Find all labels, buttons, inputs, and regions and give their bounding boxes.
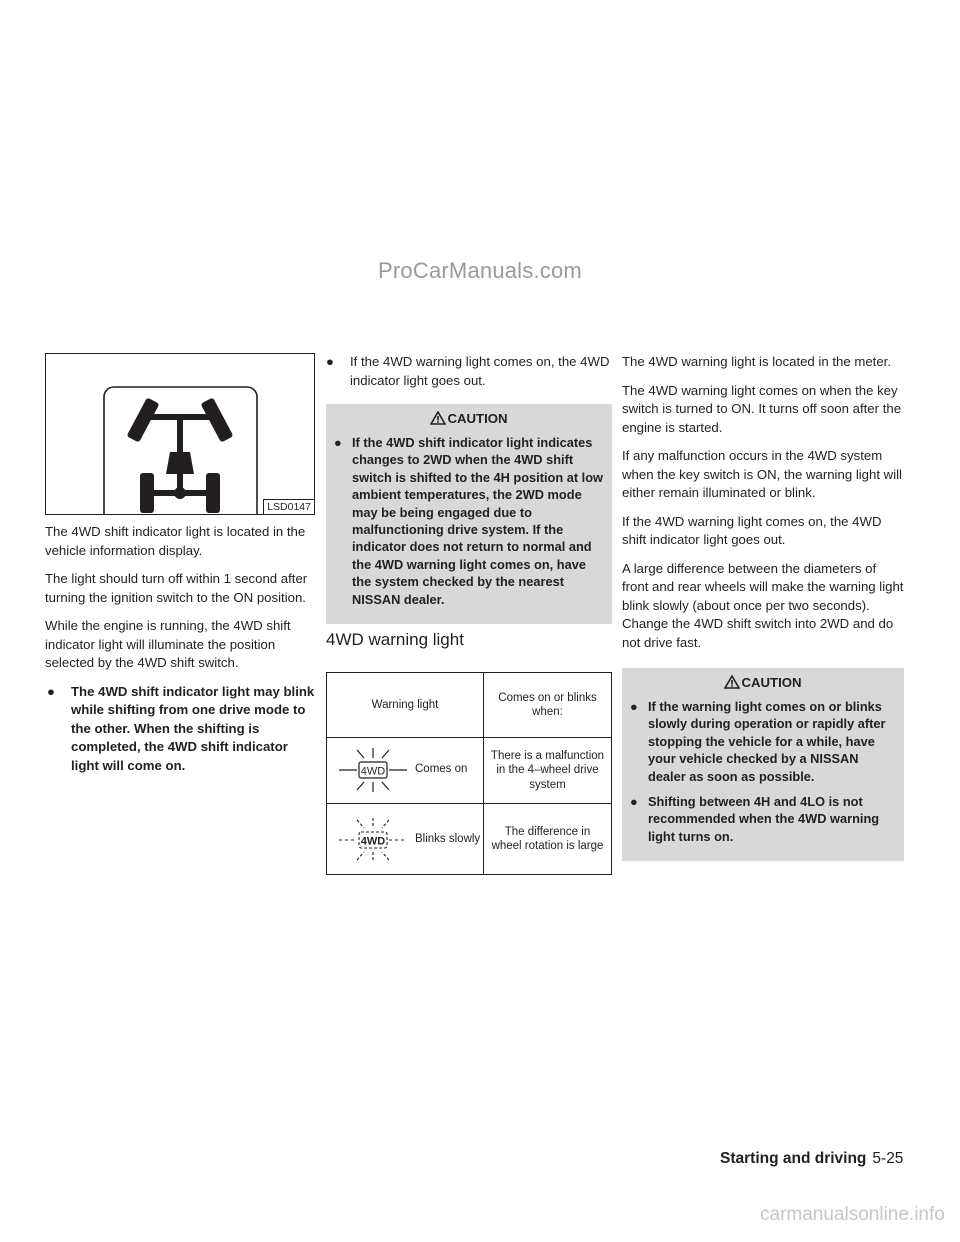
- bullet-icon: ●: [334, 435, 342, 450]
- table-header: Warning light: [327, 673, 484, 738]
- caution-heading: [628, 674, 898, 692]
- caution-title: CAUTION: [741, 675, 802, 690]
- 4wd-icon-text: 4WD: [360, 765, 386, 778]
- watermark-top: ProCarManuals.com: [378, 258, 582, 283]
- page-footer: [720, 1150, 903, 1168]
- table-header-row: [327, 673, 612, 738]
- paragraph: If the 4WD warning light comes on, the 4WD shift indicator light goes out.: [622, 513, 882, 547]
- bullet-text: If the 4WD warning light comes on, the 4WD indicator light goes out.: [350, 354, 610, 388]
- bullet-text: The 4WD shift indicator light may blink while shifting from one drive mode to the other. When the shifting is completed, the 4WD shift indicator light will come on.: [71, 683, 315, 773]
- paragraph: The 4WD warning light is located in the meter.: [622, 354, 892, 369]
- 4wd-drivetrain-icon: [46, 354, 314, 514]
- table-header: Comes on or blinks when:: [484, 673, 612, 738]
- caution-bullet: [628, 698, 898, 785]
- table-cell-light: [327, 738, 484, 804]
- paragraph: The 4WD shift indicator light is located in the vehicle information display.: [45, 524, 306, 558]
- left-column: [45, 523, 315, 785]
- paragraph: While the engine is running, the 4WD shift indicator light will illuminate the position selected by the 4WD shift switch.: [45, 618, 291, 670]
- bullet-icon: ●: [326, 354, 334, 369]
- bullet-item: [47, 683, 315, 776]
- table-cell-light: [327, 804, 484, 875]
- 4wd-icon-text: 4WD: [360, 835, 386, 848]
- footer-section: Starting and driving: [720, 1150, 867, 1167]
- table-row: [327, 804, 612, 875]
- warning-light-table: [326, 672, 612, 875]
- page-number: 5-25: [872, 1150, 904, 1167]
- figure-code: LSD0147: [263, 499, 315, 515]
- 4wd-warning-light-icon: [335, 746, 413, 794]
- bullet-icon: ●: [630, 699, 638, 714]
- caution-title: CAUTION: [447, 411, 508, 426]
- caution-box: [326, 404, 612, 624]
- 4wd-blinking-light-icon: [335, 816, 413, 864]
- table-cell-description: There is a malfunction in the 4–wheel drive system: [484, 738, 612, 804]
- warning-triangle-icon: [724, 675, 740, 689]
- bullet-icon: ●: [47, 683, 55, 699]
- paragraph: A large difference between the diameters of front and rear wheels will make the warning light blink slowly (about once per two seconds). Change the 4WD shift switch into 2WD and do not drive fast.: [622, 560, 904, 650]
- table-row: [327, 738, 612, 804]
- right-column: [622, 353, 904, 861]
- table-cell-description: The difference in wheel rotation is large: [484, 804, 612, 875]
- caution-box: [622, 668, 904, 861]
- paragraph: If any malfunction occurs in the 4WD system when the key switch is ON, the warning light will either remain illuminated or blink.: [622, 448, 902, 500]
- caution-bullet: [628, 793, 898, 845]
- watermark-bottom: carmanualsonline.info: [760, 1204, 945, 1225]
- warning-triangle-icon: [430, 411, 446, 425]
- bullet-item: [326, 353, 612, 390]
- caution-text: If the warning light comes on or blinks slowly during operation or rapidly after stopping the vehicle for a while, have your vehicle checked by a NISSAN dealer as soon as possible.: [648, 699, 886, 784]
- figure-4wd-indicator: [45, 353, 315, 515]
- section-title: 4WD warning light: [326, 630, 464, 650]
- light-state: Comes on: [415, 763, 468, 776]
- paragraph: The light should turn off within 1 second after turning the ignition switch to the ON position.: [45, 571, 308, 605]
- middle-column: [326, 353, 612, 875]
- caution-text: If the 4WD shift indicator light indicates changes to 2WD when the 4WD shift switch is shifted to the 4H position at low ambient temperatures, the 2WD mode may be being engaged due to malfunctioning drive system. If the indicator does not return to normal and the 4WD warning light comes on, have the system checked by the nearest NISSAN dealer.: [352, 435, 603, 607]
- paragraph: The 4WD warning light comes on when the key switch is turned to ON. It turns off soon after the engine is started.: [622, 382, 902, 435]
- bullet-icon: ●: [630, 794, 638, 810]
- light-state: Blinks slowly: [415, 833, 481, 846]
- caution-bullet: [332, 434, 606, 608]
- caution-heading: [332, 410, 606, 428]
- caution-text: Shifting between 4H and 4LO is not recommended when the 4WD warning light turns on.: [648, 794, 880, 844]
